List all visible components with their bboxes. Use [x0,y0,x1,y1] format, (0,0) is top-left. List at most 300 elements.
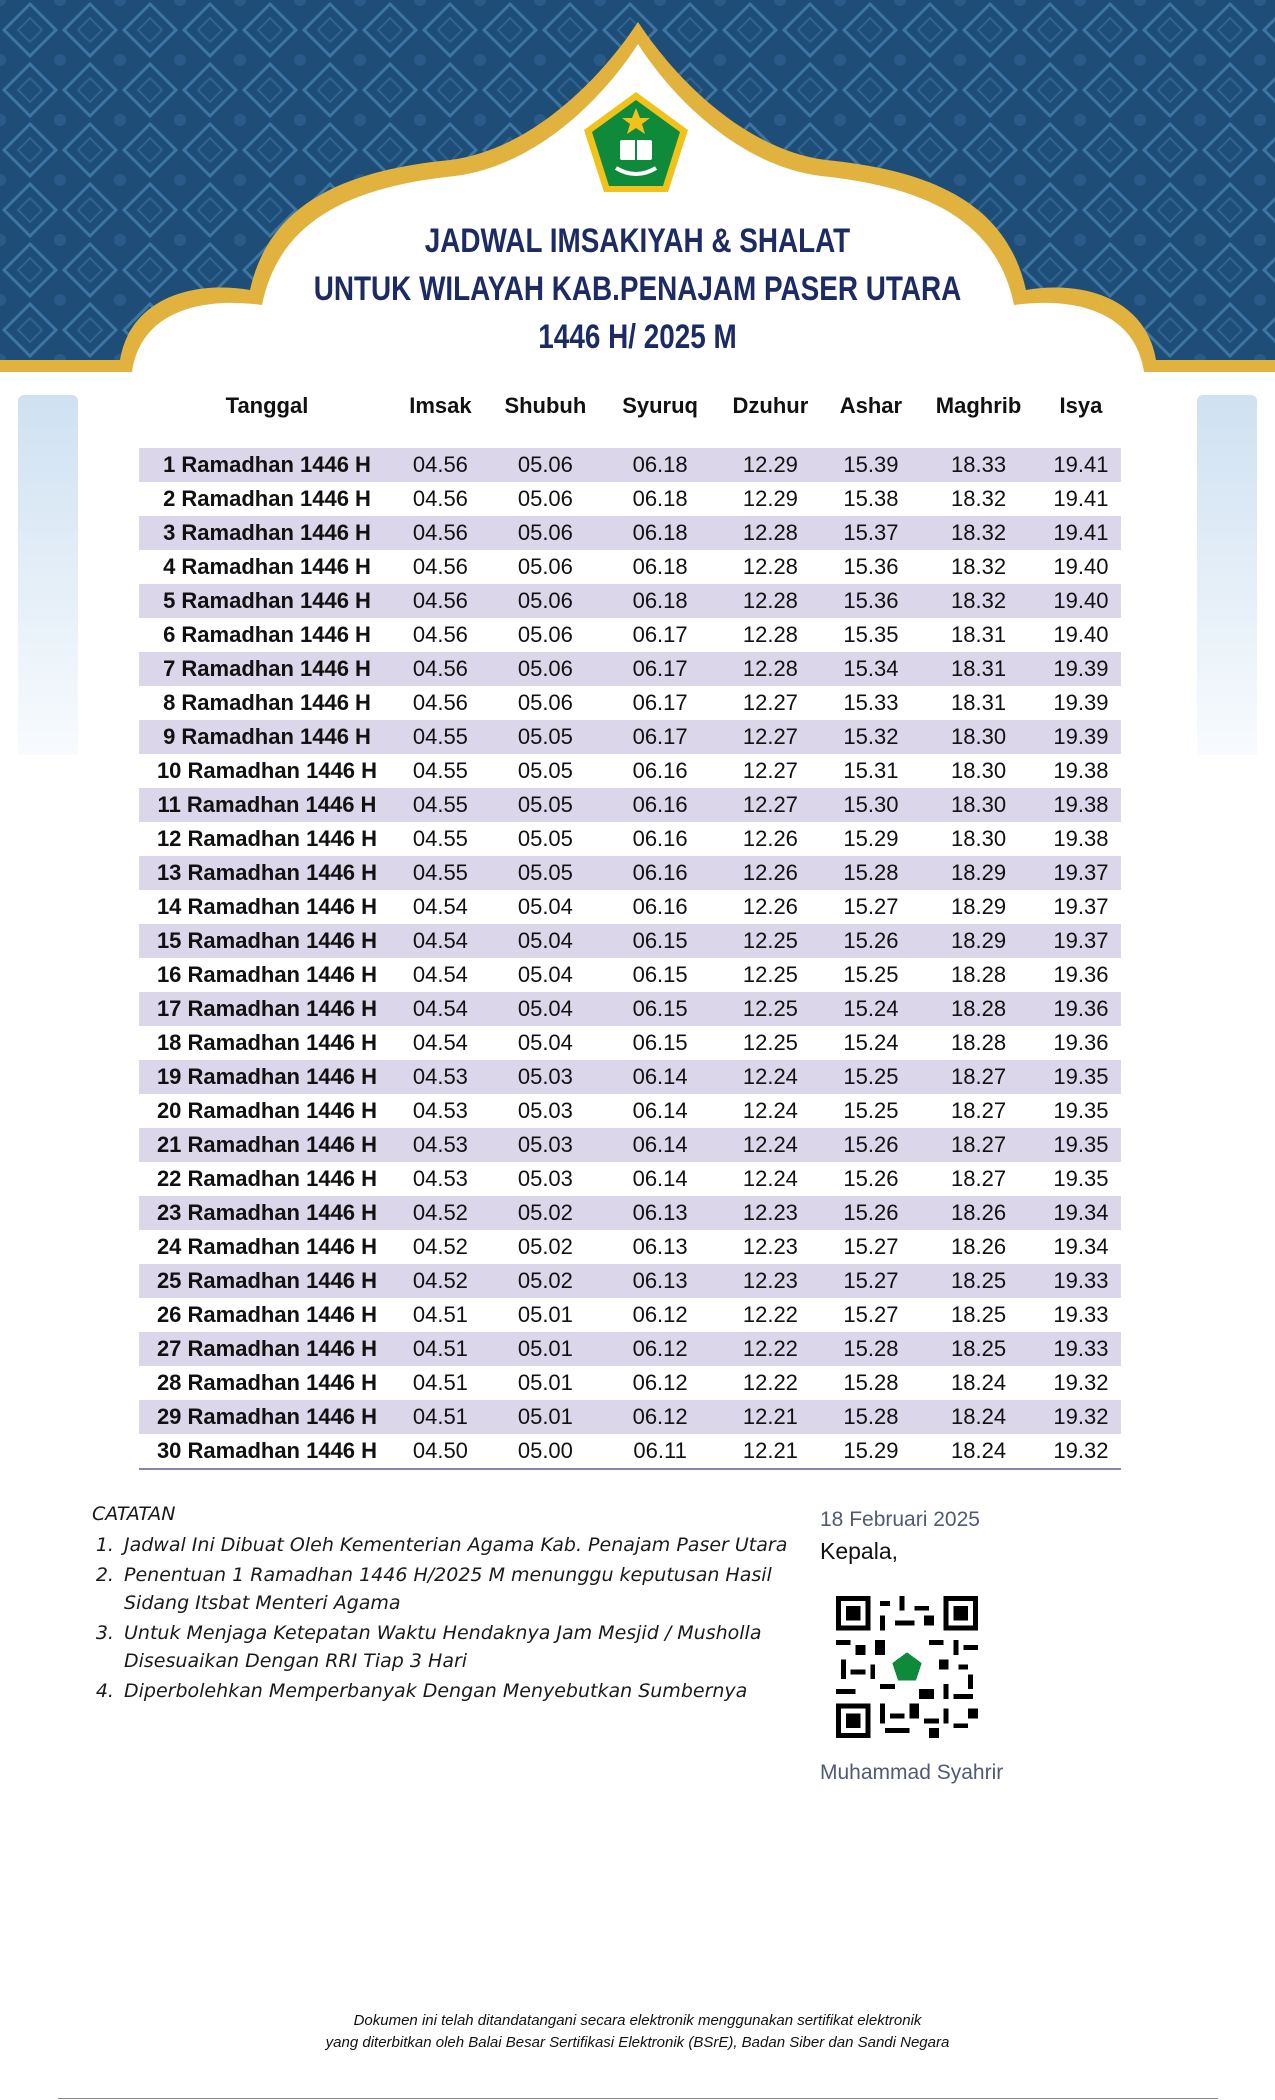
notes-list [80,1531,800,1705]
time-cell: 19.33 [1053,1336,1109,1361]
column-header: Shubuh [504,393,587,418]
time-cell: 12.28 [742,622,798,647]
time-cell: 04.54 [412,996,468,1021]
minaret-right-decoration [1197,395,1257,755]
time-cell: 06.18 [632,554,688,579]
time-cell: 05.04 [517,1030,573,1055]
date-cell: 4 Ramadhan 1446 H [163,554,371,579]
table-row [139,448,1121,482]
time-cell: 06.17 [632,690,688,715]
time-cell: 19.36 [1053,996,1109,1021]
time-cell: 12.28 [742,656,798,681]
time-cell: 04.56 [412,656,468,681]
time-cell: 12.27 [742,724,798,749]
time-cell: 15.28 [843,1336,899,1361]
date-cell: 8 Ramadhan 1446 H [163,690,371,715]
time-cell: 06.15 [632,928,688,953]
time-cell: 18.27 [951,1166,1007,1191]
date-cell: 2 Ramadhan 1446 H [163,486,371,511]
time-cell: 04.51 [412,1404,468,1429]
time-cell: 18.32 [951,486,1007,511]
time-cell: 19.38 [1053,758,1109,783]
time-cell: 19.40 [1053,554,1109,579]
table-row [139,958,1121,992]
date-cell: 11 Ramadhan 1446 H [157,792,377,817]
column-header: Isya [1059,393,1103,418]
time-cell: 19.41 [1053,486,1109,511]
time-cell: 12.23 [742,1234,798,1259]
table-row [139,1332,1121,1366]
time-cell: 18.30 [951,758,1007,783]
time-cell: 12.29 [742,486,798,511]
date-cell: 12 Ramadhan 1446 H [156,826,378,851]
time-cell: 06.16 [632,758,688,783]
notes-heading: CATATAN [92,1503,176,1525]
time-cell: 15.39 [843,452,899,477]
time-cell: 15.27 [843,1302,899,1327]
time-cell: 05.03 [517,1064,573,1089]
time-cell: 05.03 [517,1098,573,1123]
time-cell: 12.24 [742,1132,798,1157]
time-cell: 04.55 [412,724,468,749]
time-cell: 15.32 [843,724,899,749]
time-cell: 05.06 [517,588,573,613]
time-cell: 19.34 [1053,1200,1109,1225]
time-cell: 18.24 [951,1370,1007,1395]
date-cell: 15 Ramadhan 1446 H [156,928,378,953]
time-cell: 05.02 [517,1234,573,1259]
time-cell: 18.29 [951,860,1007,885]
time-cell: 05.04 [517,928,573,953]
time-cell: 05.03 [517,1166,573,1191]
time-cell: 12.27 [742,758,798,783]
table-row [139,550,1121,584]
time-cell: 05.05 [517,792,573,817]
time-cell: 05.03 [517,1132,573,1157]
table-row [139,482,1121,516]
time-cell: 04.55 [412,860,468,885]
time-cell: 15.27 [843,1268,899,1293]
time-cell: 18.25 [951,1302,1007,1327]
time-cell: 15.36 [843,554,899,579]
time-cell: 05.06 [517,486,573,511]
table-header-row [139,386,1121,426]
signature-position: Kepala, [820,1538,899,1564]
time-cell: 12.26 [742,826,798,851]
date-cell: 24 Ramadhan 1446 H [156,1234,378,1259]
time-cell: 15.29 [826,1434,917,1469]
time-cell: 15.35 [843,622,899,647]
time-cell: 06.16 [632,894,688,919]
time-cell: 12.21 [742,1404,798,1429]
time-cell: 04.52 [412,1234,468,1259]
time-cell: 04.56 [412,452,468,477]
date-cell: 5 Ramadhan 1446 H [163,588,371,613]
time-cell: 05.01 [517,1336,573,1361]
time-cell: 15.25 [843,1064,899,1089]
time-cell: 19.35 [1053,1064,1109,1089]
column-header: Dzuhur [732,393,809,418]
time-cell: 18.26 [951,1200,1007,1225]
time-cell: 12.27 [742,792,798,817]
time-cell: 15.37 [843,520,899,545]
time-cell: 04.56 [412,520,468,545]
time-cell: 12.24 [742,1064,798,1089]
time-cell: 18.27 [951,1098,1007,1123]
time-cell: 19.35 [1053,1132,1109,1157]
date-cell: 21 Ramadhan 1446 H [156,1132,378,1157]
time-cell: 04.54 [412,1030,468,1055]
table-row [139,1060,1121,1094]
time-cell: 18.27 [951,1064,1007,1089]
table-row [139,856,1121,890]
time-cell: 19.36 [1053,1030,1109,1055]
table-row [139,1264,1121,1298]
time-cell: 12.24 [742,1166,798,1191]
table-row [139,992,1121,1026]
time-cell: 12.25 [742,928,798,953]
time-cell: 18.30 [951,792,1007,817]
time-cell: 18.32 [951,588,1007,613]
footer-line-1: Dokumen ini telah ditandatangani secara elektronik menggunakan sertifikat elektronik [353,2012,922,2029]
time-cell: 05.04 [517,894,573,919]
column-header: Imsak [409,393,472,418]
time-cell: 04.50 [395,1434,486,1469]
date-cell: 23 Ramadhan 1446 H [156,1200,378,1225]
time-cell: 18.28 [951,1030,1007,1055]
time-cell: 18.26 [951,1234,1007,1259]
time-cell: 05.06 [517,452,573,477]
time-cell: 18.31 [951,690,1007,715]
date-cell: 17 Ramadhan 1446 H [156,996,378,1021]
time-cell: 04.55 [412,792,468,817]
time-cell: 06.13 [632,1268,688,1293]
time-cell: 06.15 [632,962,688,987]
time-cell: 15.36 [843,588,899,613]
time-cell: 19.37 [1053,860,1109,885]
time-cell: 18.28 [951,962,1007,987]
time-cell: 15.24 [843,1030,899,1055]
time-cell: 15.33 [843,690,899,715]
time-cell: 06.18 [632,588,688,613]
time-cell: 06.14 [632,1132,688,1157]
time-cell: 18.32 [951,554,1007,579]
time-cell: 18.25 [951,1336,1007,1361]
time-cell: 18.24 [951,1404,1007,1429]
note-item: 2. Penentuan 1 Ramadhan 1446 H/2025 M menunggu keputusan Hasil Sidang Itsbat Menteri Agama [120,1561,800,1617]
time-cell: 04.56 [412,690,468,715]
time-cell: 06.13 [632,1234,688,1259]
time-cell: 12.24 [742,1098,798,1123]
time-cell: 04.56 [412,554,468,579]
table-row [139,1400,1121,1434]
footer-divider [58,2098,1218,2099]
time-cell: 06.12 [632,1370,688,1395]
date-cell: 22 Ramadhan 1446 H [156,1166,378,1191]
time-cell: 05.05 [517,724,573,749]
date-cell: 28 Ramadhan 1446 H [156,1370,378,1395]
time-cell: 12.23 [742,1200,798,1225]
date-cell: 19 Ramadhan 1446 H [156,1064,378,1089]
time-cell: 06.18 [632,452,688,477]
time-cell: 12.25 [742,996,798,1021]
time-cell: 05.04 [517,962,573,987]
time-cell: 15.27 [843,1234,899,1259]
time-cell: 04.51 [412,1370,468,1395]
time-cell: 15.30 [843,792,899,817]
time-cell: 19.40 [1053,588,1109,613]
time-cell: 12.25 [742,1030,798,1055]
time-cell: 05.01 [517,1302,573,1327]
date-cell: 25 Ramadhan 1446 H [156,1268,378,1293]
date-cell: 14 Ramadhan 1446 H [156,894,378,919]
page-title: JADWAL IMSAKIYAH & SHALAT [424,222,851,260]
date-cell: 29 Ramadhan 1446 H [156,1404,378,1429]
table-row [139,1230,1121,1264]
table-row [139,720,1121,754]
time-cell: 05.00 [486,1434,605,1469]
time-cell: 06.17 [632,656,688,681]
time-cell: 12.22 [742,1336,798,1361]
time-cell: 05.05 [517,860,573,885]
table-row [139,1196,1121,1230]
time-cell: 12.22 [742,1370,798,1395]
table-row [139,1094,1121,1128]
time-cell: 05.05 [517,826,573,851]
time-cell: 12.28 [742,588,798,613]
time-cell: 05.06 [517,622,573,647]
time-cell: 15.28 [843,1404,899,1429]
time-cell: 19.32 [1053,1370,1109,1395]
table-row [139,754,1121,788]
column-header: Maghrib [935,393,1022,418]
time-cell: 04.51 [412,1336,468,1361]
date-cell: 13 Ramadhan 1446 H [156,860,378,885]
time-cell: 06.16 [632,826,688,851]
time-cell: 04.55 [412,758,468,783]
time-cell: 15.28 [843,860,899,885]
time-cell: 19.32 [1041,1434,1121,1469]
date-cell: 1 Ramadhan 1446 H [163,452,371,477]
time-cell: 06.14 [632,1098,688,1123]
time-cell: 18.33 [951,452,1007,477]
time-cell: 18.31 [951,622,1007,647]
time-cell: 15.26 [843,1200,899,1225]
time-cell: 15.25 [843,1098,899,1123]
time-cell: 05.02 [517,1268,573,1293]
time-cell: 19.33 [1053,1268,1109,1293]
time-cell: 12.26 [742,894,798,919]
time-cell: 19.38 [1053,826,1109,851]
time-cell: 04.53 [412,1166,468,1191]
signature-block [820,1508,980,1565]
note-item: 3. Untuk Menjaga Ketepatan Waktu Hendaknya Jam Mesjid / Musholla Disesuaikan Dengan RRI Tiap 3 Hari [120,1619,800,1675]
time-cell: 05.04 [517,996,573,1021]
note-item: 1. Jadwal Ini Dibuat Oleh Kementerian Agama Kab. Penajam Paser Utara [120,1531,800,1559]
time-cell: 12.29 [742,452,798,477]
time-cell: 04.51 [412,1302,468,1327]
date-cell: 10 Ramadhan 1446 H [156,758,378,783]
time-cell: 18.32 [951,520,1007,545]
time-cell: 06.16 [632,860,688,885]
table-row [139,788,1121,822]
page-subtitle: UNTUK WILAYAH KAB.PENAJAM PASER UTARA [313,270,962,308]
time-cell: 04.54 [412,928,468,953]
table-row [139,584,1121,618]
time-cell: 19.36 [1053,962,1109,987]
footer-line-2: yang diterbitkan oleh Balai Besar Sertifikasi Elektronik (BSrE), Badan Siber dan Sandi Negara [325,2034,950,2051]
signature-date: 18 Februari 2025 [820,1508,980,1531]
prayer-schedule-table [139,386,1121,1470]
time-cell: 15.27 [843,894,899,919]
time-cell: 06.16 [632,792,688,817]
time-cell: 06.15 [632,996,688,1021]
time-cell: 12.27 [742,690,798,715]
time-cell: 06.18 [632,486,688,511]
table-row [139,1366,1121,1400]
time-cell: 15.34 [843,656,899,681]
time-cell: 19.32 [1053,1404,1109,1429]
time-cell: 05.05 [517,758,573,783]
table-row [139,652,1121,686]
time-cell: 04.53 [412,1064,468,1089]
time-cell: 05.02 [517,1200,573,1225]
column-header: Ashar [839,393,903,418]
time-cell: 19.38 [1053,792,1109,817]
time-cell: 18.31 [951,656,1007,681]
table-row [139,890,1121,924]
time-cell: 18.29 [951,928,1007,953]
time-cell: 06.12 [632,1302,688,1327]
table-row [139,1298,1121,1332]
time-cell: 12.28 [742,554,798,579]
time-cell: 06.15 [632,1030,688,1055]
kemenag-logo-icon [580,88,692,200]
table-row [139,1434,1121,1469]
time-cell: 18.28 [951,996,1007,1021]
time-cell: 12.23 [742,1268,798,1293]
date-cell: 9 Ramadhan 1446 H [163,724,371,749]
time-cell: 06.17 [632,622,688,647]
date-cell: 20 Ramadhan 1446 H [156,1098,378,1123]
time-cell: 19.39 [1053,690,1109,715]
table-row [139,1128,1121,1162]
column-header: Syuruq [622,393,698,418]
time-cell: 05.06 [517,656,573,681]
time-cell: 18.30 [951,724,1007,749]
time-cell: 19.39 [1053,656,1109,681]
time-cell: 06.13 [632,1200,688,1225]
notes-section [80,1503,800,1707]
time-cell: 04.56 [412,486,468,511]
table-row [139,1026,1121,1060]
table-row [139,924,1121,958]
note-item: 4. Diperbolehkan Memperbanyak Dengan Menyebutkan Sumbernya [120,1677,800,1705]
date-cell: 26 Ramadhan 1446 H [156,1302,378,1327]
time-cell: 04.54 [412,894,468,919]
time-cell: 19.35 [1053,1098,1109,1123]
time-cell: 18.25 [951,1268,1007,1293]
time-cell: 05.01 [517,1404,573,1429]
time-cell: 06.12 [632,1404,688,1429]
time-cell: 15.26 [843,928,899,953]
time-cell: 04.52 [412,1268,468,1293]
time-cell: 12.26 [742,860,798,885]
time-cell: 12.25 [742,962,798,987]
time-cell: 04.56 [412,622,468,647]
time-cell: 04.53 [412,1098,468,1123]
time-cell: 15.29 [843,826,899,851]
table-row [139,822,1121,856]
time-cell: 18.24 [916,1434,1041,1469]
table-row [139,1162,1121,1196]
time-cell: 05.06 [517,520,573,545]
table-row [139,516,1121,550]
signer-name: Muhammad Syahrir [820,1761,1004,1784]
date-cell: 30 Ramadhan 1446 H [139,1434,395,1469]
table-body [139,448,1121,1469]
minaret-left-decoration [18,395,78,755]
time-cell: 15.31 [843,758,899,783]
time-cell: 12.22 [742,1302,798,1327]
time-cell: 15.24 [843,996,899,1021]
table-row [139,686,1121,720]
time-cell: 04.56 [412,588,468,613]
time-cell: 15.38 [843,486,899,511]
date-cell: 18 Ramadhan 1446 H [156,1030,378,1055]
time-cell: 19.40 [1053,622,1109,647]
time-cell: 12.21 [715,1434,825,1469]
time-cell: 05.06 [517,690,573,715]
time-cell: 05.06 [517,554,573,579]
time-cell: 05.01 [517,1370,573,1395]
time-cell: 18.29 [951,894,1007,919]
time-cell: 15.26 [843,1132,899,1157]
date-cell: 7 Ramadhan 1446 H [163,656,371,681]
time-cell: 06.11 [605,1434,715,1469]
date-cell: 3 Ramadhan 1446 H [163,520,371,545]
time-cell: 18.27 [951,1132,1007,1157]
time-cell: 19.39 [1053,724,1109,749]
time-cell: 04.55 [412,826,468,851]
time-cell: 12.28 [742,520,798,545]
table-row [139,618,1121,652]
time-cell: 19.34 [1053,1234,1109,1259]
time-cell: 15.28 [843,1370,899,1395]
time-cell: 04.54 [412,962,468,987]
time-cell: 19.41 [1053,452,1109,477]
time-cell: 19.37 [1053,894,1109,919]
qr-code-icon [836,1596,978,1738]
time-cell: 06.14 [632,1166,688,1191]
time-cell: 06.14 [632,1064,688,1089]
column-header: Tanggal [225,393,309,418]
page-year: 1446 H/ 2025 M [538,318,737,356]
time-cell: 19.35 [1053,1166,1109,1191]
time-cell: 19.37 [1053,928,1109,953]
date-cell: 27 Ramadhan 1446 H [156,1336,378,1361]
time-cell: 18.30 [951,826,1007,851]
date-cell: 6 Ramadhan 1446 H [163,622,371,647]
time-cell: 06.18 [632,520,688,545]
time-cell: 06.17 [632,724,688,749]
time-cell: 15.25 [843,962,899,987]
time-cell: 15.26 [843,1166,899,1191]
time-cell: 04.53 [412,1132,468,1157]
time-cell: 19.41 [1053,520,1109,545]
time-cell: 04.52 [412,1200,468,1225]
time-cell: 19.33 [1053,1302,1109,1327]
